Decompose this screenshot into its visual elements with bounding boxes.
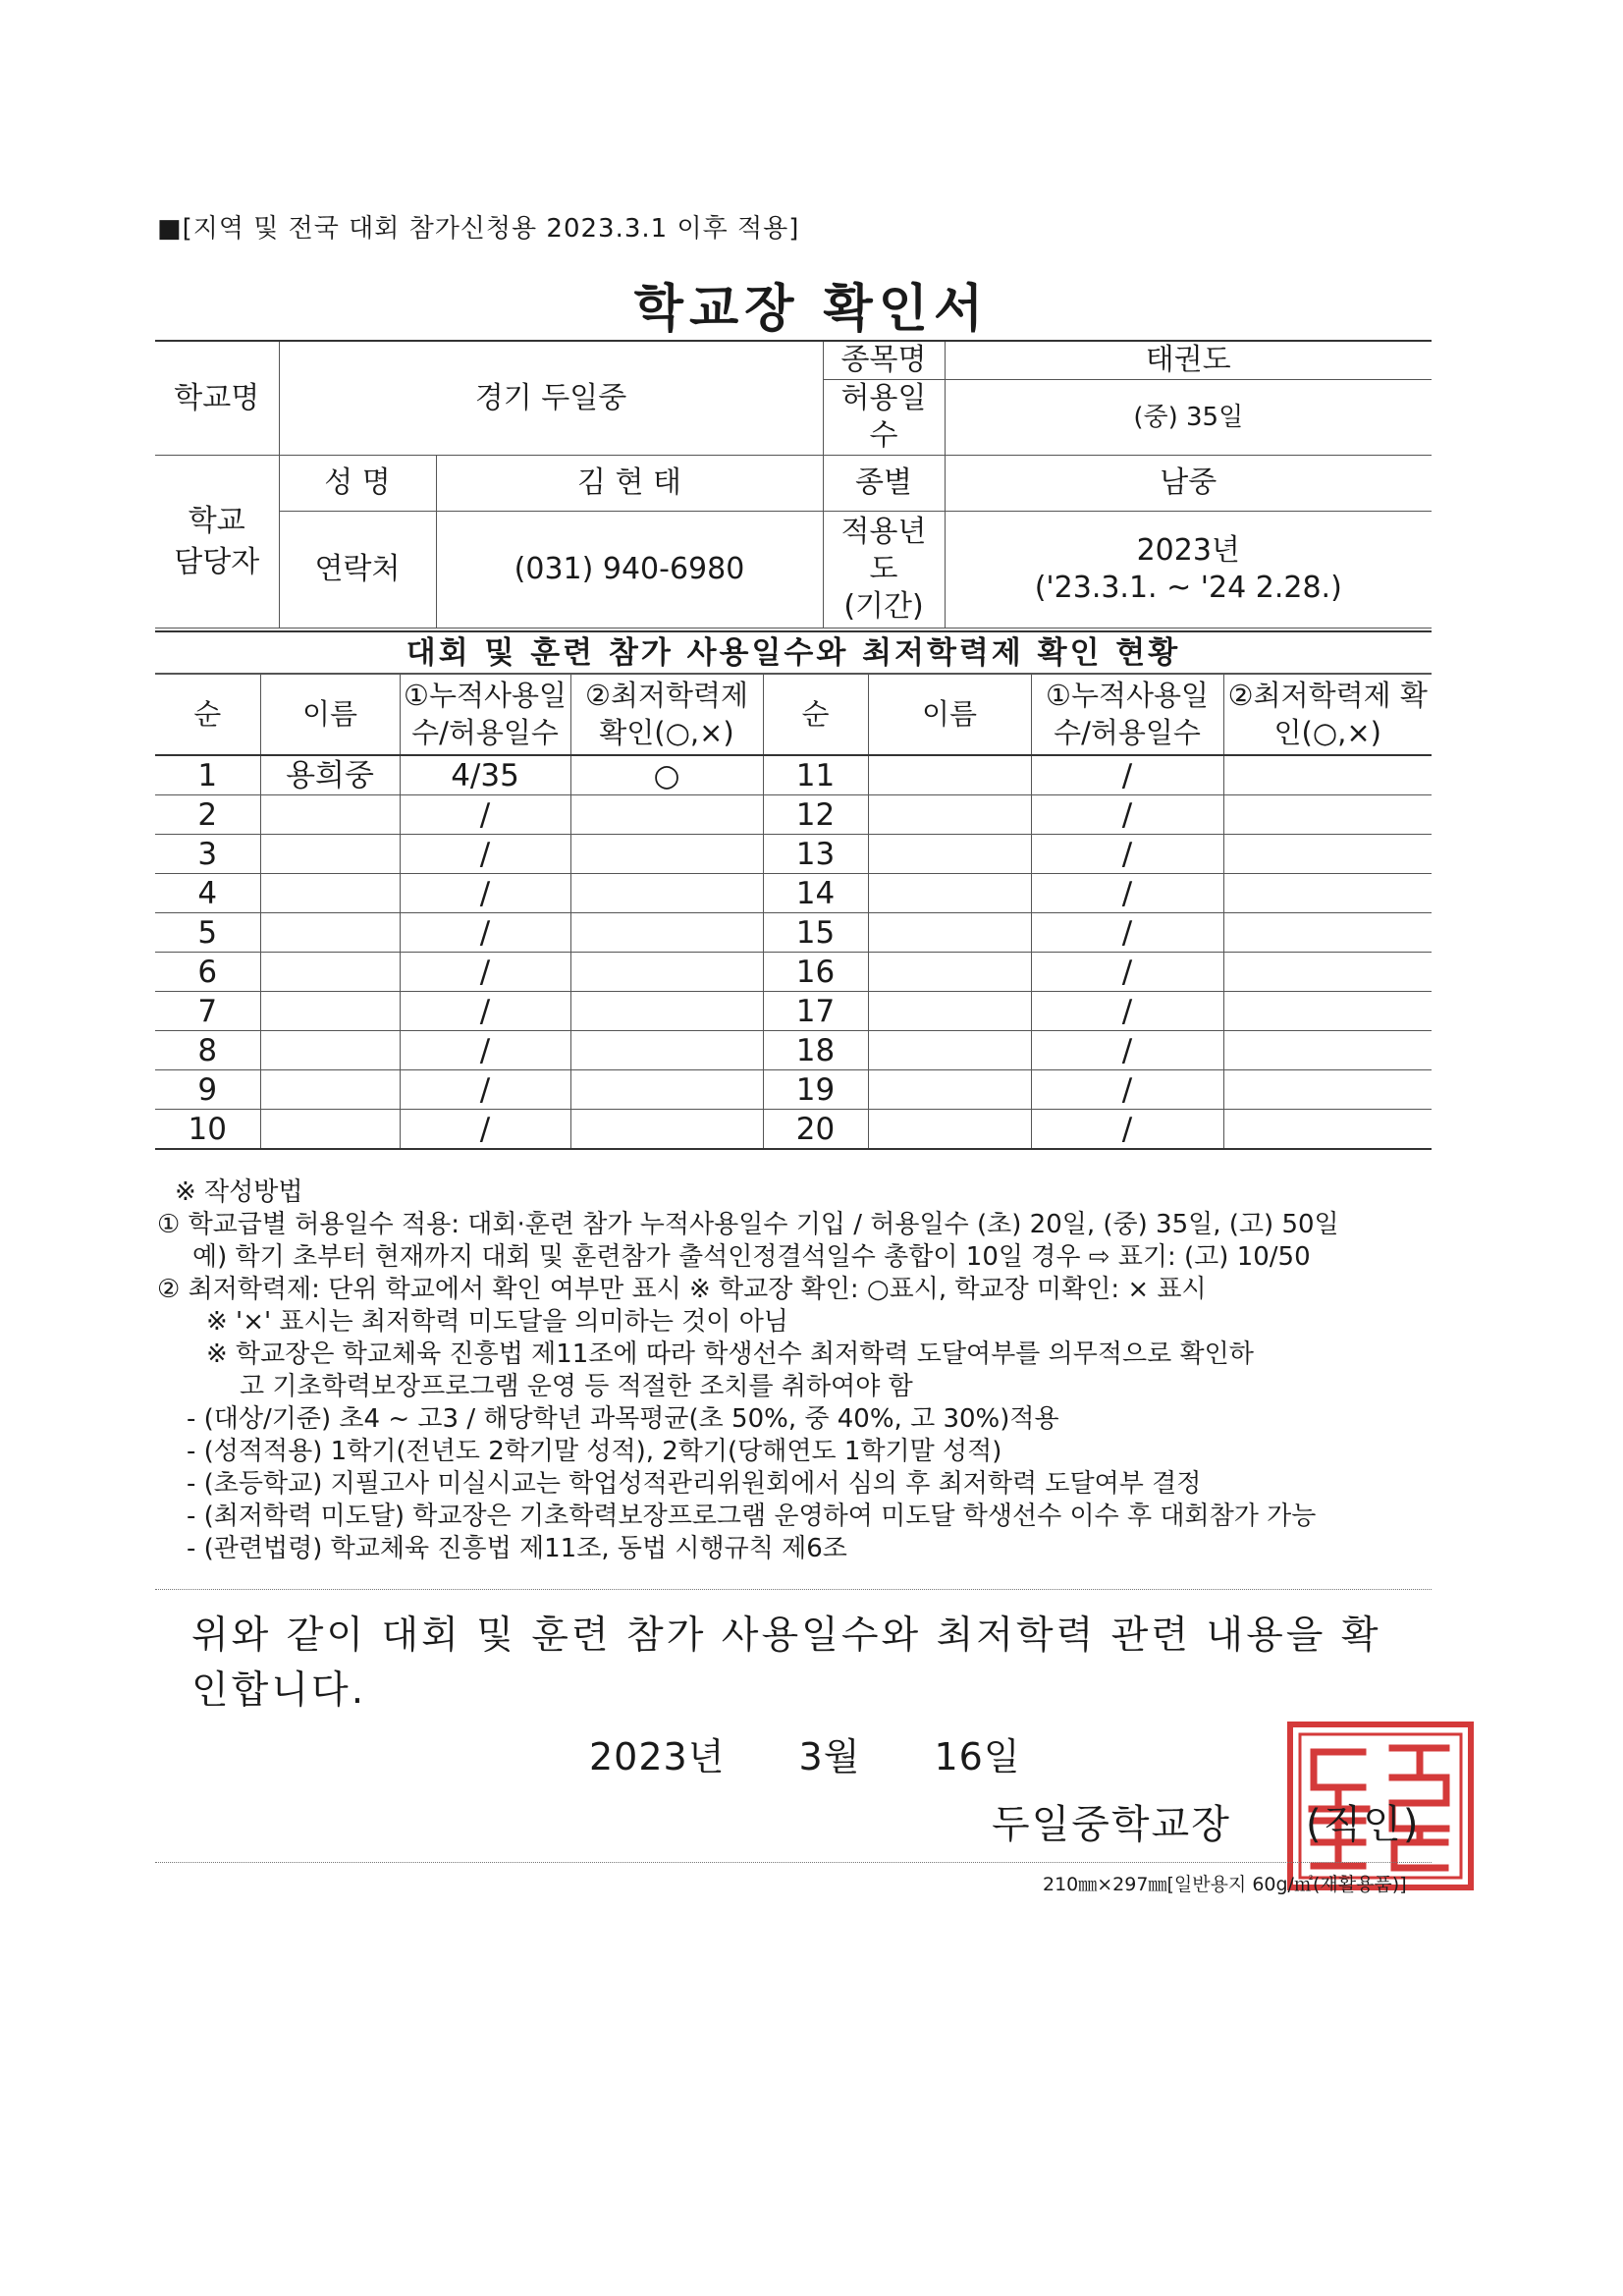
row-check xyxy=(1223,1070,1432,1110)
row-name xyxy=(868,1110,1031,1150)
table-row xyxy=(155,1110,1432,1150)
note-line: ① 학교급별 허용일수 적용: 대회·훈련 참가 누적사용일수 기입 / 허용일수 (초) 20일, (중) 35일, (고) 50일 xyxy=(157,1210,1339,1239)
col-check-left: ②최저학력제 확인(○,×) xyxy=(570,674,763,756)
row-check xyxy=(570,992,763,1031)
row-days: / xyxy=(1031,874,1223,913)
row-name xyxy=(260,874,400,913)
row-name xyxy=(868,795,1031,835)
row-name xyxy=(260,992,400,1031)
row-name xyxy=(260,913,400,953)
year-label: 적용년도 (기간) xyxy=(823,512,945,629)
row-num: 19 xyxy=(763,1070,868,1110)
row-check: ○ xyxy=(570,755,763,795)
writing-instructions xyxy=(157,1176,1434,1565)
row-num: 15 xyxy=(763,913,868,953)
date-year: 2023년 xyxy=(589,1735,726,1778)
issue-date xyxy=(589,1726,1021,1780)
row-name xyxy=(260,1070,400,1110)
row-name xyxy=(868,913,1031,953)
contact-label: 연락처 xyxy=(279,512,436,629)
row-days: / xyxy=(1031,1031,1223,1070)
note-line: - (대상/기준) 초4 ~ 고3 / 해당학년 과목평균(초 50%, 중 40%, 고 30%)적용 xyxy=(187,1404,1059,1434)
row-check xyxy=(570,953,763,992)
table-row xyxy=(155,992,1432,1031)
note-line: 고 기초학력보장프로그램 운영 등 적절한 조치를 취하여야 함 xyxy=(240,1372,913,1401)
row-days: / xyxy=(400,874,570,913)
row-days: / xyxy=(400,953,570,992)
table-row xyxy=(155,953,1432,992)
date-day: 16일 xyxy=(934,1735,1021,1778)
row-days: / xyxy=(400,835,570,874)
row-days: / xyxy=(400,1070,570,1110)
row-name xyxy=(868,755,1031,795)
row-name xyxy=(260,1031,400,1070)
row-days: / xyxy=(1031,992,1223,1031)
row-days: / xyxy=(400,1031,570,1070)
row-days: / xyxy=(1031,953,1223,992)
row-num: 5 xyxy=(155,913,260,953)
row-num: 1 xyxy=(155,755,260,795)
row-num: 6 xyxy=(155,953,260,992)
confirmation-text: 위와 같이 대회 및 훈련 참가 사용일수와 최저학력 관련 내용을 확인합니다. xyxy=(191,1613,1381,1713)
row-name xyxy=(868,1031,1031,1070)
row-num: 7 xyxy=(155,992,260,1031)
row-check xyxy=(570,1031,763,1070)
row-num: 2 xyxy=(155,795,260,835)
divider xyxy=(155,1589,1432,1590)
row-num: 20 xyxy=(763,1110,868,1150)
form-header-note: ■[지역 및 전국 대회 참가신청용 2023.3.1 이후 적용] xyxy=(157,214,800,244)
period-value: ('23.3.1. ~ '24 2.28.) xyxy=(1034,571,1342,605)
row-num: 14 xyxy=(763,874,868,913)
table-row xyxy=(155,755,1432,795)
note-line: ※ 작성방법 xyxy=(175,1177,303,1207)
row-check xyxy=(570,1070,763,1110)
row-name: 용희중 xyxy=(260,755,400,795)
note-line: - (성적적용) 1학기(전년도 2학기말 성적), 2학기(당해연도 1학기말 성적) xyxy=(187,1437,1002,1466)
row-days: / xyxy=(400,795,570,835)
row-name xyxy=(260,795,400,835)
row-check xyxy=(570,795,763,835)
note-line: ※ 학교장은 학교체육 진흥법 제11조에 따라 학생선수 최저학력 도달여부를 의무적으로 확인하 xyxy=(206,1339,1254,1369)
contact-value: (031) 940-6980 xyxy=(436,512,823,629)
row-days: / xyxy=(400,913,570,953)
row-check xyxy=(1223,1110,1432,1150)
col-name-left: 이름 xyxy=(260,674,400,756)
gender-value: 남중 xyxy=(945,456,1432,512)
info-table xyxy=(155,340,1432,629)
note-line: - (최저학력 미도달) 학교장은 기초학력보장프로그램 운영하여 미도달 학생선수 이수 후 대회참가 가능 xyxy=(187,1502,1317,1531)
year-value: 2023년 xyxy=(1136,533,1240,568)
row-name xyxy=(868,874,1031,913)
row-num: 3 xyxy=(155,835,260,874)
col-num-right: 순 xyxy=(763,674,868,756)
row-days: / xyxy=(1031,835,1223,874)
row-num: 13 xyxy=(763,835,868,874)
row-name xyxy=(868,953,1031,992)
row-name xyxy=(260,953,400,992)
school-label: 학교명 xyxy=(155,341,279,456)
date-month: 3월 xyxy=(798,1735,861,1778)
row-check xyxy=(1223,795,1432,835)
note-line: 예) 학기 초부터 현재까지 대회 및 훈련참가 출석인정결석일수 총합이 10일 경우 ⇨ 표기: (고) 10/50 xyxy=(192,1242,1311,1272)
table-row xyxy=(155,795,1432,835)
row-check xyxy=(1223,755,1432,795)
table-row xyxy=(155,874,1432,913)
sport-label: 종목명 xyxy=(823,341,945,380)
note-line: ② 최저학력제: 단위 학교에서 확인 여부만 표시 ※ 학교장 확인: ○표시, 학교장 미확인: × 표시 xyxy=(157,1275,1207,1304)
row-days: / xyxy=(1031,795,1223,835)
row-days: / xyxy=(1031,913,1223,953)
row-check xyxy=(1223,874,1432,913)
row-name xyxy=(260,835,400,874)
row-days: / xyxy=(400,1110,570,1150)
table-row xyxy=(155,913,1432,953)
row-check xyxy=(1223,913,1432,953)
col-name-right: 이름 xyxy=(868,674,1031,756)
row-days: / xyxy=(1031,1110,1223,1150)
year-cell xyxy=(945,512,1432,629)
row-num: 11 xyxy=(763,755,868,795)
note-line: ※ '×' 표시는 최저학력 미도달을 의미하는 것이 아님 xyxy=(206,1307,788,1337)
row-check xyxy=(570,874,763,913)
row-days: / xyxy=(400,992,570,1031)
paper-spec: 210㎜×297㎜[일반용지 60g/㎡(재활용품)] xyxy=(1043,1874,1407,1895)
col-days-left: ①누적사용일수/허용일수 xyxy=(400,674,570,756)
participation-table xyxy=(155,673,1432,1150)
seal-label: (직인) xyxy=(1306,1802,1421,1847)
row-num: 16 xyxy=(763,953,868,992)
sport-value: 태권도 xyxy=(945,341,1432,380)
principal-signature: 두일중학교장 xyxy=(992,1802,1231,1847)
row-days: / xyxy=(1031,1070,1223,1110)
row-num: 17 xyxy=(763,992,868,1031)
row-num: 9 xyxy=(155,1070,260,1110)
table-row xyxy=(155,1031,1432,1070)
row-days: 4/35 xyxy=(400,755,570,795)
row-check xyxy=(1223,835,1432,874)
name-label: 성 명 xyxy=(279,456,436,512)
col-days-right: ①누적사용일수/허용일수 xyxy=(1031,674,1223,756)
footer-divider xyxy=(155,1862,1432,1863)
school-value: 경기 두일중 xyxy=(279,341,823,456)
row-num: 12 xyxy=(763,795,868,835)
row-num: 8 xyxy=(155,1031,260,1070)
col-num-left: 순 xyxy=(155,674,260,756)
table-row xyxy=(155,1070,1432,1110)
row-num: 4 xyxy=(155,874,260,913)
gender-label: 종별 xyxy=(823,456,945,512)
row-name xyxy=(868,992,1031,1031)
note-line: - (초등학교) 지필고사 미실시교는 학업성적관리위원회에서 심의 후 최저학력 도달여부 결정 xyxy=(187,1469,1202,1499)
row-name xyxy=(260,1110,400,1150)
days-label: 허용일수 xyxy=(823,380,945,456)
row-name xyxy=(868,835,1031,874)
row-num: 10 xyxy=(155,1110,260,1150)
name-value: 김 현 태 xyxy=(436,456,823,512)
col-check-right: ②최저학력제 확인(○,×) xyxy=(1223,674,1432,756)
row-num: 18 xyxy=(763,1031,868,1070)
days-value: (중) 35일 xyxy=(945,380,1432,456)
document-title: 학교장 확인서 xyxy=(633,280,990,339)
row-name xyxy=(868,1070,1031,1110)
row-check xyxy=(570,913,763,953)
row-check xyxy=(1223,992,1432,1031)
manager-label: 학교 담당자 xyxy=(155,456,279,629)
row-check xyxy=(570,835,763,874)
row-check xyxy=(570,1110,763,1150)
row-days: / xyxy=(1031,755,1223,795)
table-row xyxy=(155,835,1432,874)
note-line: - (관련법령) 학교체육 진흥법 제11조, 동법 시행규칙 제6조 xyxy=(187,1534,847,1563)
section-title: 대회 및 훈련 참가 사용일수와 최저학력제 확인 현황 xyxy=(155,630,1432,675)
row-check xyxy=(1223,1031,1432,1070)
row-check xyxy=(1223,953,1432,992)
